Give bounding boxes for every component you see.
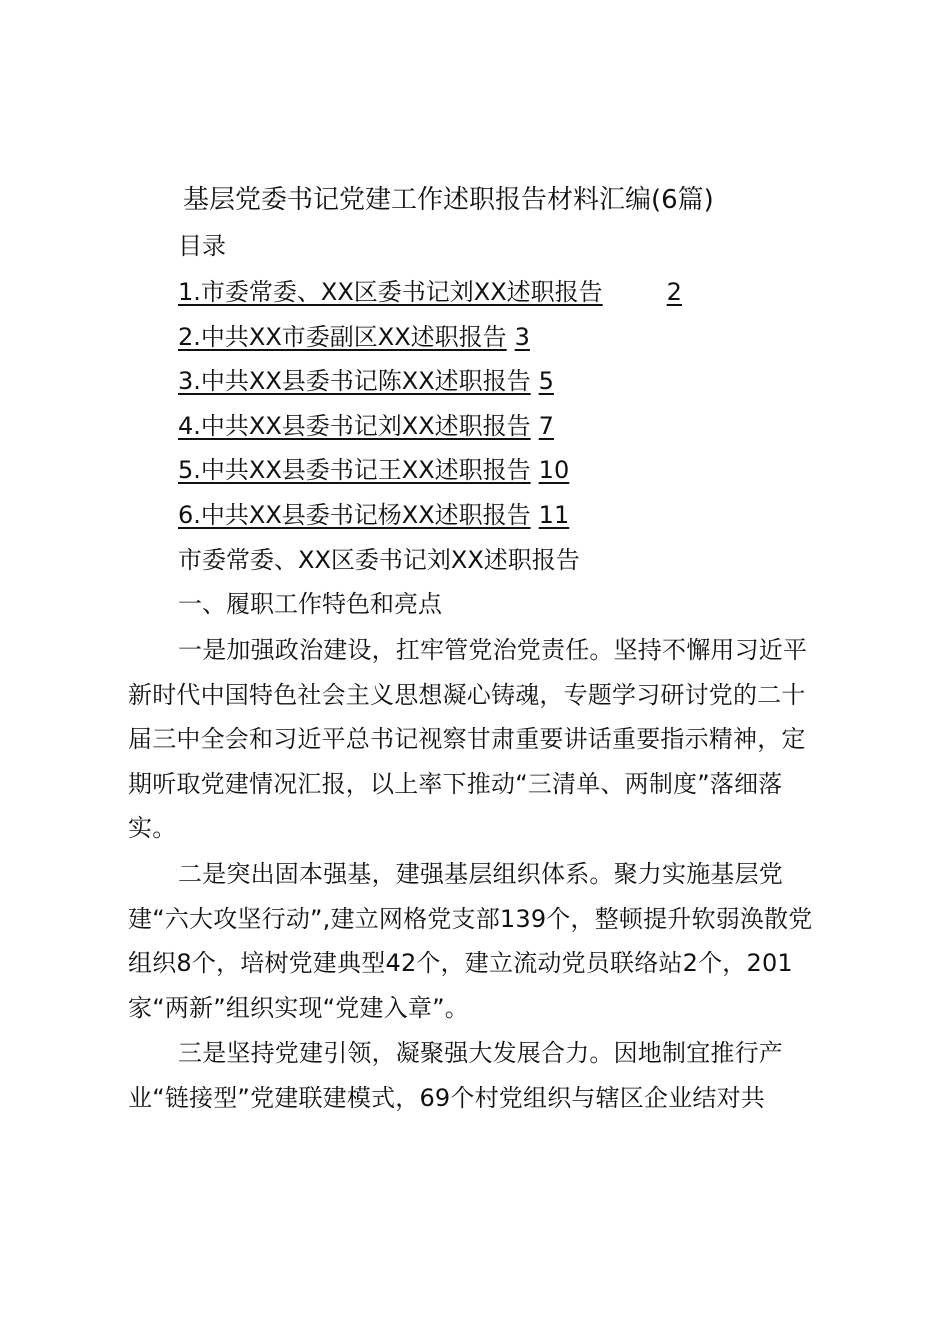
body-paragraph-2: 二是突出固本强基，建强基层组织体系。聚力实施基层党建“六大攻坚行动”,建立网格党支部139个，整顿提升软弱涣散党组织8个，培树党建典型42个，建立流动党员联络站2个，201家“两新”组织实现“党建入章”。 xyxy=(128,860,813,1022)
toc-item-3[interactable] xyxy=(178,361,682,406)
toc-item-6[interactable] xyxy=(178,495,682,540)
subsection-title: 一、履职工作特色和亮点 xyxy=(178,590,442,618)
toc-page-number[interactable]: 10 xyxy=(538,456,570,485)
toc-link-label[interactable]: 4.中共XX县委书记刘XX述职报告 xyxy=(178,411,531,440)
section-title: 市委常委、XX区委书记刘XX述职报告 xyxy=(178,546,580,574)
body-paragraph-3: 三是坚持党建引领，凝聚强大发展合力。因地制宜推行产业“链接型”党建联建模式，69个村党组织与辖区企业结对共 xyxy=(128,1039,783,1112)
toc-page-number[interactable]: 2 xyxy=(666,278,682,306)
toc-page-number[interactable]: 5 xyxy=(538,367,554,396)
toc-item-1[interactable] xyxy=(178,272,682,317)
body-paragraph-1: 一是加强政治建设，扛牢管党治党责任。坚持不懈用习近平新时代中国特色社会主义思想凝心铸魂，专题学习研讨党的二十届三中全会和习近平总书记视察甘肃重要讲话重要指示精神，定期听取党建情况汇报，以上率下推动“三清单、两制度”落细落实。 xyxy=(128,636,808,843)
document-title: 基层党委书记党建工作述职报告材料汇编(6篇) xyxy=(183,185,714,215)
toc-link-label[interactable]: 3.中共XX县委书记陈XX述职报告 xyxy=(178,367,531,396)
toc-link-label[interactable]: 1.市委常委、XX区委书记刘XX述职报告 xyxy=(178,278,603,306)
toc-link-label[interactable]: 6.中共XX县委书记杨XX述职报告 xyxy=(178,500,531,529)
toc-page-number[interactable]: 3 xyxy=(514,322,530,351)
toc-page-number[interactable]: 11 xyxy=(538,500,570,529)
toc-link-label[interactable]: 5.中共XX县委书记王XX述职报告 xyxy=(178,456,531,485)
toc-item-4[interactable] xyxy=(178,406,682,451)
toc-item-2[interactable] xyxy=(178,317,682,362)
toc-item-5[interactable] xyxy=(178,450,682,495)
toc-link-label[interactable]: 2.中共XX市委副区XX述职报告 xyxy=(178,322,507,351)
toc-page-number[interactable]: 7 xyxy=(538,411,554,440)
table-of-contents xyxy=(178,272,682,540)
toc-heading: 目录 xyxy=(178,232,226,260)
